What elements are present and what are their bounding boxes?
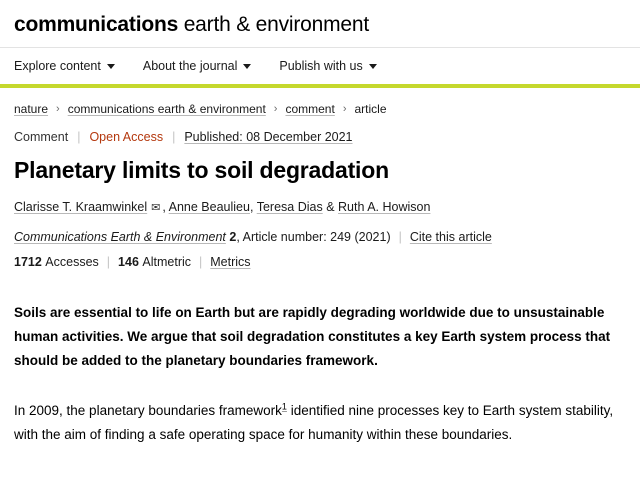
- breadcrumb-item-journal[interactable]: communications earth & environment: [67, 102, 266, 116]
- journal-logo[interactable]: [14, 12, 626, 37]
- open-access-badge: Open Access: [89, 130, 164, 144]
- envelope-icon[interactable]: ✉: [151, 202, 161, 214]
- breadcrumb-item-comment[interactable]: comment: [285, 102, 335, 116]
- article-metrics: [14, 255, 626, 269]
- nav-item-label: Publish with us: [279, 59, 363, 73]
- breadcrumb-separator: ›: [273, 103, 278, 115]
- journal-logo-light: earth & environment: [178, 13, 369, 36]
- published-date[interactable]: Published: 08 December 2021: [184, 130, 353, 144]
- metrics-divider: |: [199, 255, 203, 269]
- author-list: Clarisse T. Kraamwinkel ✉ , Anne Beaulieu, Teresa Dias & Ruth A. Howison: [14, 198, 626, 217]
- journal-logo-bold: communications: [14, 13, 179, 36]
- metrics-divider: |: [106, 255, 111, 269]
- nav-item-explore-content[interactable]: [14, 59, 115, 73]
- altmetric-label: Altmetric: [142, 255, 192, 269]
- author-link-1[interactable]: Clarisse T. Kraamwinkel: [14, 200, 148, 214]
- journal-name-link[interactable]: Communications Earth & Environment: [14, 230, 226, 244]
- author-link-3[interactable]: Teresa Dias: [256, 200, 323, 214]
- article-body-paragraph: [14, 399, 626, 447]
- breadcrumb-separator: ›: [56, 103, 60, 115]
- nav-item-label: About the journal: [142, 59, 238, 73]
- journal-citation: Communications Earth & Environment 2, Article number: 249 (2021) | Cite this article: [14, 230, 492, 244]
- breadcrumb: [0, 88, 640, 116]
- breadcrumb-item-nature[interactable]: nature: [14, 102, 49, 116]
- author-link-2[interactable]: Anne Beaulieu: [168, 200, 250, 214]
- article-number: Article number: 249 (2021): [242, 230, 391, 244]
- page-title: Planetary limits to soil degradation: [14, 157, 389, 183]
- article-abstract: Soils are essential to life on Earth but are rapidly degrading worldwide due to unsustainable human activities. We argue that soil degradation constitutes a key Earth system process that should be added to the planetary boundaries framework.: [14, 305, 611, 368]
- journal-volume: 2: [229, 230, 237, 244]
- breadcrumb-separator: ›: [342, 103, 347, 115]
- author-link-4[interactable]: Ruth A. Howison: [338, 200, 431, 214]
- chevron-down-icon: [243, 64, 251, 69]
- article-type-label: Comment: [14, 130, 69, 144]
- cite-this-article-link[interactable]: Cite this article: [409, 230, 492, 244]
- accesses-label: Accesses: [45, 255, 99, 269]
- breadcrumb-item-article: article: [354, 102, 387, 116]
- masthead: [0, 0, 640, 47]
- nav-item-label: Explore content: [14, 59, 101, 73]
- nav-item-about-the-journal[interactable]: [143, 59, 252, 73]
- nav-item-publish-with-us[interactable]: [279, 59, 376, 73]
- accesses-count: 1712: [14, 255, 42, 269]
- authors-conjunction: &: [326, 200, 335, 214]
- article-container: [0, 130, 640, 447]
- citation-divider: |: [398, 230, 402, 244]
- chevron-down-icon: [107, 64, 115, 69]
- body-text-after-ref: identified nine processes key to Earth system stability, with the aim of finding a safe operating space for humanity within these boundaries.: [14, 403, 614, 442]
- body-text-before-ref: In 2009, the planetary boundaries framework: [14, 403, 282, 418]
- main-navigation: [0, 47, 640, 88]
- reference-marker[interactable]: 1: [281, 401, 287, 412]
- altmetric-count: 146: [118, 255, 139, 269]
- meta-divider: |: [172, 130, 176, 144]
- metrics-link[interactable]: Metrics: [210, 255, 251, 269]
- meta-divider: |: [77, 130, 81, 144]
- article-meta: [14, 130, 626, 144]
- chevron-down-icon: [369, 64, 377, 69]
